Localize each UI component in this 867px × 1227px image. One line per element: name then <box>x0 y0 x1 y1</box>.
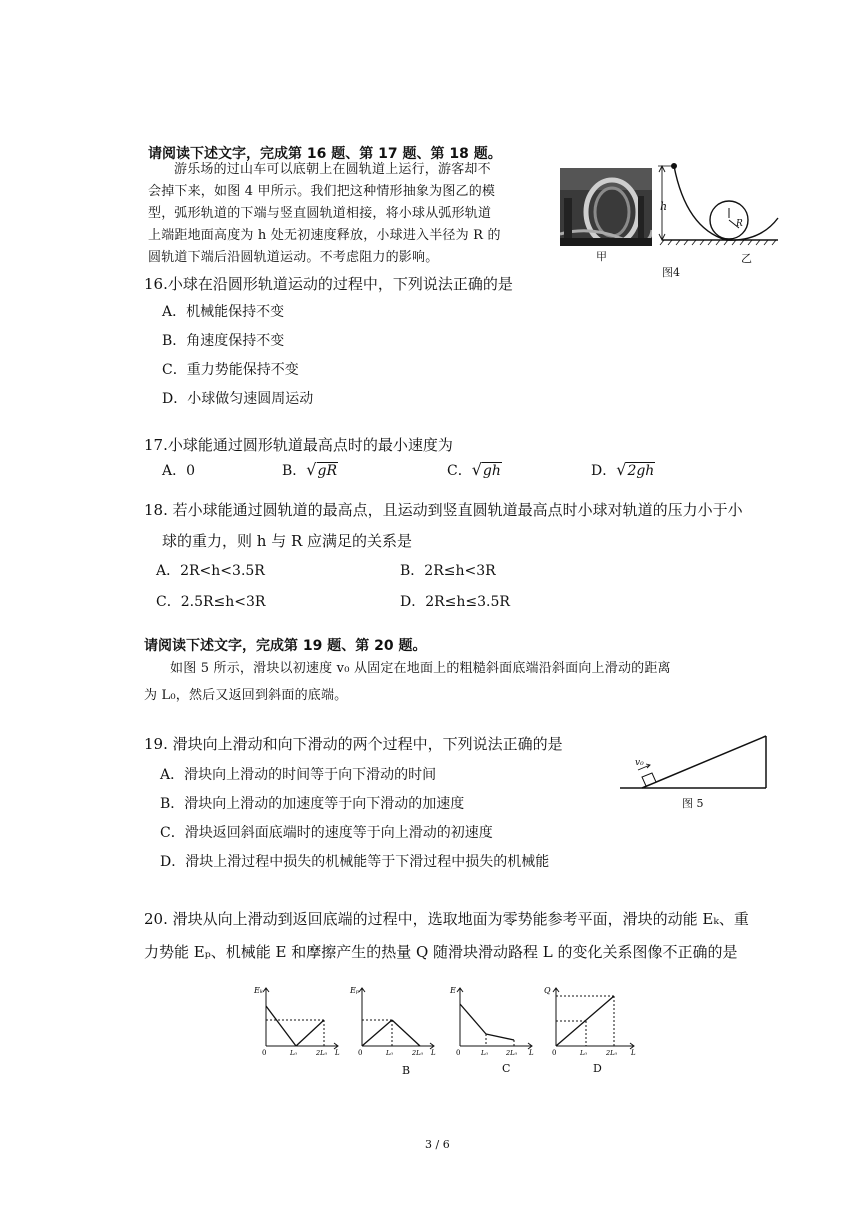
q18-option-c: C．2.5R≤h<3R <box>156 594 266 610</box>
graph-c-letter: C <box>502 1062 511 1075</box>
q17-option-a: A．0 <box>162 463 196 479</box>
graph-a-origin: 0 <box>262 1049 267 1056</box>
graph-a-tick-l0: L₀ <box>290 1049 297 1056</box>
passage-line: 如图 5 所示，滑块以初速度 v₀ 从固定在地面上的粗糙斜面底端沿斜面向上滑动的距离 <box>170 661 671 676</box>
passage-line: 游乐场的过山车可以底朝上在圆轨道上运行，游客却不 <box>174 162 491 177</box>
q17-option-d-letter: D． <box>591 463 617 479</box>
q19-option-d: D．滑块上滑过程中损失的机械能等于下滑过程中损失的机械能 <box>160 854 550 870</box>
q18-stem-line2: 球的重力，则 h 与 R 应满足的关系是 <box>162 532 413 550</box>
graph-a-tick-2l0: 2L₀ <box>316 1049 328 1056</box>
graph-c-origin: 0 <box>456 1049 461 1056</box>
graph-c-tick-l0: L₀ <box>481 1049 488 1056</box>
passage-line: 圆轨道下端后沿圆轨道运动。不考虑阻力的影响。 <box>148 250 439 265</box>
section-header: 请阅读下述文字，完成第 19 题、第 20 题。 <box>144 638 427 654</box>
q16-option-c: C．重力势能保持不变 <box>162 362 299 378</box>
page-number: 3 / 6 <box>425 1138 450 1151</box>
q19-option-c: C．滑块返回斜面底端时的速度等于向上滑动的初速度 <box>160 825 493 841</box>
q18-option-a: A．2R<h<3.5R <box>156 563 265 579</box>
q17-radicand-d: 2gh <box>627 463 655 479</box>
v0-label: v₀ <box>635 758 644 768</box>
passage <box>148 159 546 269</box>
q17-option-c: C．√gh <box>447 460 501 479</box>
graph-d-origin: 0 <box>552 1049 557 1056</box>
label-yi: 乙 <box>741 252 752 265</box>
graph-a <box>252 984 342 1056</box>
graph-a-ylabel: Eₖ <box>254 986 263 995</box>
graph-b-tick-l0: L₀ <box>386 1049 393 1056</box>
graph-c-ylabel: E <box>450 986 456 995</box>
graph-b <box>348 984 438 1056</box>
q16-stem: 16.小球在沿圆形轨道运动的过程中，下列说法正确的是 <box>144 275 513 293</box>
graph-c-tick-2l0: 2L₀ <box>506 1049 518 1056</box>
graph-c-xvar: L <box>529 1049 534 1056</box>
q19-option-b: B．滑块向上滑动的加速度等于向下滑动的加速度 <box>160 796 465 812</box>
graph-b-tick-2l0: 2L₀ <box>412 1049 424 1056</box>
graph-d-tick-2l0: 2L₀ <box>606 1049 618 1056</box>
q19-stem: 19. 滑块向上滑动和向下滑动的两个过程中，下列说法正确的是 <box>144 735 563 753</box>
q20-stem-line2: 力势能 Eₚ、机械能 E 和摩擦产生的热量 Q 随滑块滑动路程 L 的变化关系图像不正确的是 <box>144 943 738 961</box>
passage-line: 为 L₀，然后又返回到斜面的底端。 <box>144 688 348 703</box>
q18-stem-line1: 18. 若小球能通过圆轨道的最高点，且运动到竖直圆轨道最高点时小球对轨道的压力小于小 <box>144 501 743 519</box>
label-jia: 甲 <box>596 250 607 263</box>
q16-option-b: B．角速度保持不变 <box>162 333 285 349</box>
passage-line: 上端距地面高度为 h 处无初速度释放，小球进入半径为 R 的 <box>148 228 501 243</box>
q16-option-d: D．小球做匀速圆周运动 <box>162 391 314 407</box>
graph-b-origin: 0 <box>358 1049 363 1056</box>
graph-a-xvar: L <box>335 1049 340 1056</box>
q19-option-a: A．滑块向上滑动的时间等于向下滑动的时间 <box>160 767 437 783</box>
q17-option-b: B．√gR <box>282 460 338 479</box>
graph-d-letter: D <box>593 1062 602 1075</box>
q17-option-b-letter: B． <box>282 463 307 479</box>
graph-d <box>542 984 638 1056</box>
graph-c <box>446 984 536 1056</box>
q17-radicand-b: gR <box>317 463 338 479</box>
passage-line: 型，弧形轨道的下端与竖直圆轨道相接，将小球从弧形轨道 <box>148 206 492 221</box>
q18-option-b: B．2R≤h<3R <box>400 563 496 579</box>
passage-line: 会掉下来，如图 4 甲所示。我们把这种情形抽象为图乙的模 <box>148 184 496 199</box>
figure-4-caption: 图4 <box>662 266 680 279</box>
section-header: 请阅读下述文字，完成第 16 题、第 17 题、第 18 题。 <box>148 146 502 162</box>
roller-coaster-photo <box>560 168 652 246</box>
q18-option-d: D．2R≤h≤3.5R <box>400 594 510 610</box>
q20-stem-line1: 20. 滑块从向上滑动到返回底端的过程中，选取地面为零势能参考平面，滑块的动能 Eₖ、重 <box>144 910 749 928</box>
radius-label: R <box>736 219 743 229</box>
graph-d-xvar: L <box>631 1049 636 1056</box>
graph-d-tick-l0: L₀ <box>580 1049 587 1056</box>
figure-5-caption: 图 5 <box>682 797 704 810</box>
graph-d-ylabel: Q <box>544 986 551 995</box>
q17-radicand-c: gh <box>482 463 501 479</box>
height-label: h <box>660 200 668 213</box>
q17-stem: 17.小球能通过圆形轨道最高点时的最小速度为 <box>144 436 453 454</box>
q17-option-d: D．√2gh <box>591 460 655 479</box>
q16-option-a: A．机械能保持不变 <box>162 304 285 320</box>
figure-4 <box>560 158 778 288</box>
q17-option-c-letter: C． <box>447 463 472 479</box>
graph-b-letter: B <box>402 1064 411 1077</box>
graph-b-xvar: L <box>431 1049 436 1056</box>
track-diagram <box>656 158 780 254</box>
graph-b-ylabel: Eₚ <box>350 986 360 995</box>
